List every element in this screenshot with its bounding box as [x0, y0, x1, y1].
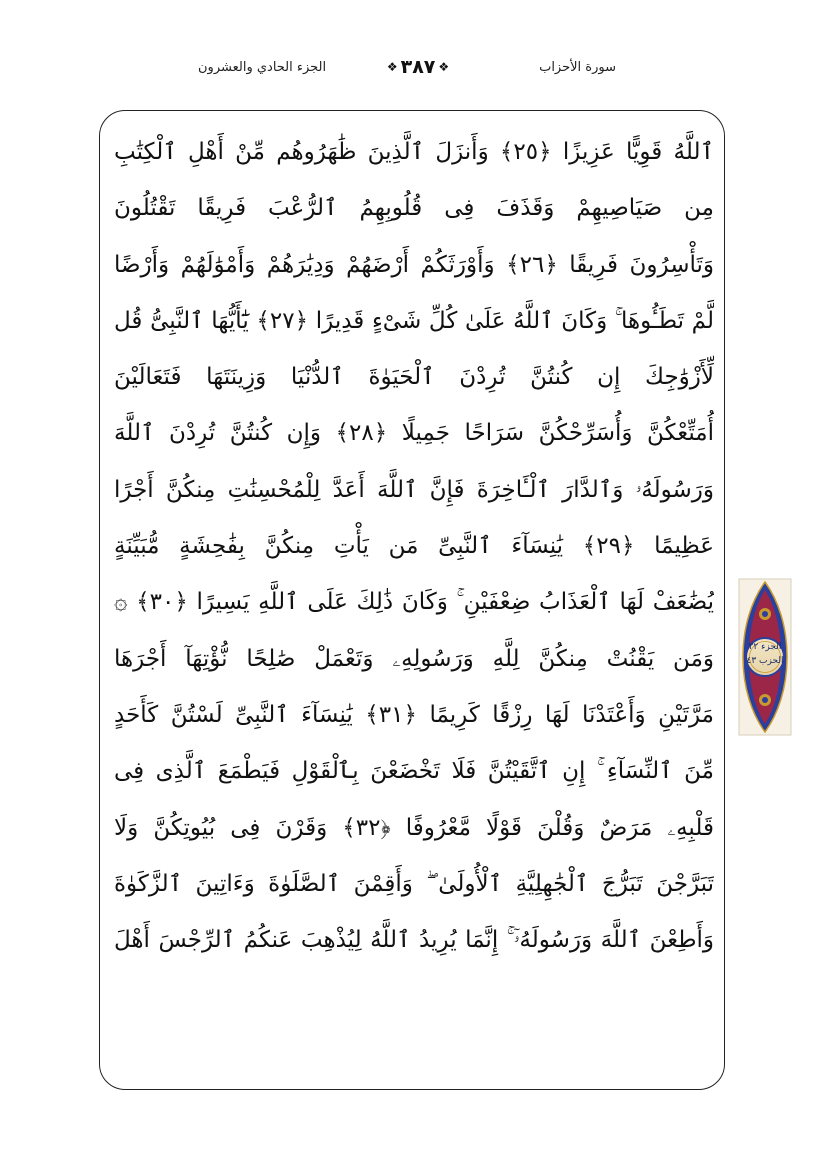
ornament-right-icon: ❖: [438, 60, 450, 74]
verse-line: مِّنَ ٱلنِّسَآءِ ۚ إِنِ ٱتَّقَيْتُنَّ فَلَا تَخْضَعْنَ بِٱلْقَوْلِ فَيَطْمَعَ ٱلَّذِى فِى: [114, 758, 714, 785]
page-number-box: [383, 54, 453, 80]
verse-line: يُضَٰعَفْ لَهَا ٱلْعَذَابُ ضِعْفَيْنِ ۚ وَكَانَ ذَٰلِكَ عَلَى ٱللَّهِ يَسِيرًا ﴿٣٠﴾ ۞: [114, 589, 714, 616]
verse-line: قَلْبِهِۦ مَرَضٌ وَقُلْنَ قَوْلًا مَّعْرُوفًا ﴿٣٢﴾ وَقَرْنَ فِى بُيُوتِكُنَّ وَلَا: [114, 814, 714, 841]
surah-title: سورة الأحزاب: [539, 60, 616, 75]
verse-line: ٱللَّهُ قَوِيًّا عَزِيزًا ﴿٢٥﴾ وَأَنزَلَ ٱلَّذِينَ ظَٰهَرُوهُم مِّنْ أَهْلِ ٱلْكِتَٰبِ: [114, 139, 714, 165]
verse-line: تَبَرَّجْنَ تَبَرُّجَ ٱلْجَٰهِلِيَّةِ ٱلْأُولَىٰ ۖ وَأَقِمْنَ ٱلصَّلَوٰةَ وَءَاتِينَ ٱلزَّكَوٰةَ: [114, 870, 714, 897]
page-header: [0, 52, 826, 92]
verse-line: وَأَطِعْنَ ٱللَّهَ وَرَسُولَهُۥٓ ۚ إِنَّمَا يُرِيدُ ٱللَّهُ لِيُذْهِبَ عَنكُمُ ٱلرِّجْسَ أَهْلَ: [114, 927, 714, 954]
verse-line: عَظِيمًا ﴿٢٩﴾ يَٰنِسَآءَ ٱلنَّبِىِّ مَن يَأْتِ مِنكُنَّ بِفَٰحِشَةٍ مُّبَيِّنَةٍ: [114, 533, 714, 560]
verse-line: مِن صَيَاصِيهِمْ وَقَذَفَ فِى قُلُوبِهِمُ ٱلرُّعْبَ فَرِيقًا تَقْتُلُونَ: [114, 195, 714, 222]
ornament-left-icon: ❖: [386, 60, 398, 74]
juz-title: الجزء الحادي والعشرون: [198, 60, 327, 75]
marker-juz-label: الجزء ٢٢: [748, 642, 782, 652]
verse-line: أُمَتِّعْكُنَّ وَأُسَرِّحْكُنَّ سَرَاحًا جَمِيلًا ﴿٢٨﴾ وَإِن كُنتُنَّ تُرِدْنَ ٱللَّهَ: [114, 420, 714, 447]
verse-text-block: [114, 124, 714, 968]
marker-hizb-label: الحزب ٤٣: [746, 656, 784, 666]
verse-line: لَّمْ تَطَـُٔوهَا ۚ وَكَانَ ٱللَّهُ عَلَىٰ كُلِّ شَىْءٍ قَدِيرًا ﴿٢٧﴾ يَٰٓأَيُّهَا ٱلنَّبِىُّ قُل: [114, 307, 714, 334]
verse-line: وَتَأْسِرُونَ فَرِيقًا ﴿٢٦﴾ وَأَوْرَثَكُمْ أَرْضَهُمْ وَدِيَٰرَهُمْ وَأَمْوَٰلَهُمْ وَأَرْضًا: [114, 251, 714, 278]
hizb-marker: [738, 578, 792, 736]
verse-line: وَرَسُولَهُۥ وَٱلدَّارَ ٱلْـَٔاخِرَةَ فَإِنَّ ٱللَّهَ أَعَدَّ لِلْمُحْسِنَٰتِ مِنكُنَّ أَجْرًا: [114, 476, 714, 503]
verse-line: وَمَن يَقْنُتْ مِنكُنَّ لِلَّهِ وَرَسُولِهِۦ وَتَعْمَلْ صَٰلِحًا نُّؤْتِهَآ أَجْرَهَا: [114, 645, 714, 672]
verse-line: مَرَّتَيْنِ وَأَعْتَدْنَا لَهَا رِزْقًا كَرِيمًا ﴿٣١﴾ يَٰنِسَآءَ ٱلنَّبِىِّ لَسْتُنَّ كَأَحَدٍ: [114, 701, 714, 728]
page-number: ٣٨٧: [400, 56, 436, 78]
verse-line: لِّأَزْوَٰجِكَ إِن كُنتُنَّ تُرِدْنَ ٱلْحَيَوٰةَ ٱلدُّنْيَا وَزِينَتَهَا فَتَعَالَيْنَ: [114, 364, 714, 391]
